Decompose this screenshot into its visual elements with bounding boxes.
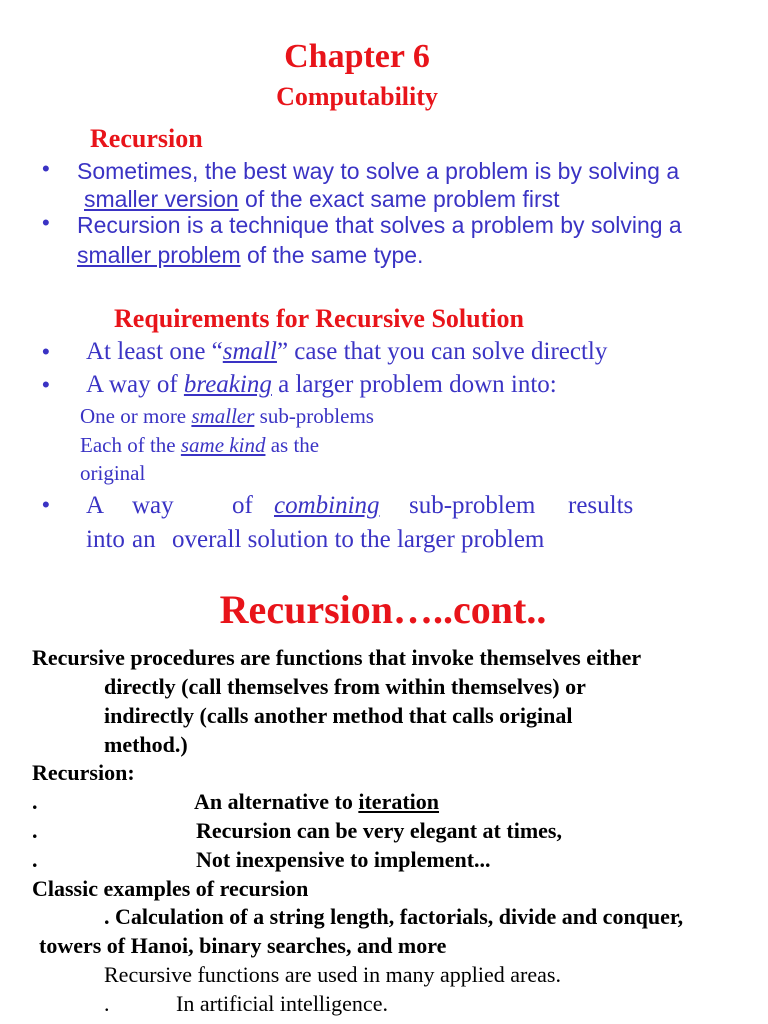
requirement-3-line2b: an	[132, 526, 156, 553]
req2-em: breaking	[183, 371, 272, 398]
req1-pre: At least one “	[86, 338, 223, 365]
requirement-3-word-1: A	[86, 492, 105, 519]
recursion-bullet-1-line2	[84, 186, 560, 213]
chapter-title: Chapter 6	[284, 38, 430, 75]
point-3: Not inexpensive to implement...	[196, 847, 491, 872]
req1-post: ” case that you can solve directly	[276, 338, 608, 365]
point-1-dot: .	[32, 789, 38, 814]
req2-pre: A way of	[86, 371, 184, 398]
ai-line: In artificial intelligence.	[176, 991, 388, 1016]
requirement-3-word-2: way	[132, 492, 174, 519]
sub-item-3: original	[80, 461, 146, 485]
bullet-icon: •	[42, 156, 50, 181]
requirement-3-em	[274, 492, 380, 520]
smaller-problem-text: smaller problem	[77, 242, 241, 268]
requirement-2	[86, 371, 557, 399]
sub2-pre: Each of the	[80, 433, 181, 457]
ai-dot: .	[104, 991, 110, 1016]
sub-item-1	[80, 404, 374, 429]
requirements-heading: Requirements for Recursive Solution	[114, 304, 524, 333]
classic-line-1: . Calculation of a string length, factorials, divide and conquer,	[104, 904, 684, 929]
chapter-subtitle: Computability	[276, 82, 438, 111]
para-line-3: indirectly (calls another method that calls original	[104, 703, 573, 728]
req1-em: small	[222, 338, 277, 365]
requirement-3-line2c: overall solution to the larger problem	[172, 526, 545, 553]
smaller-version-text: smaller version	[84, 186, 239, 212]
bullet-1-rest: of the exact same problem first	[238, 186, 560, 212]
point-2-dot: .	[32, 818, 38, 843]
para-line-1: Recursive procedures are functions that invoke themselves either	[32, 645, 642, 670]
bullet-2-rest: of the same type.	[240, 242, 424, 268]
point-1	[194, 789, 439, 815]
bullet-icon: •	[42, 372, 50, 397]
recursion-bullet-2-line2	[77, 242, 423, 269]
bullet-icon: •	[42, 492, 50, 517]
bullet-icon: •	[42, 210, 50, 235]
sub1-post: sub-problems	[254, 404, 374, 428]
req2-post: a larger problem down into:	[271, 371, 557, 398]
sub2-post: as the	[265, 433, 320, 457]
recursion-bullet-1-line1: Sometimes, the best way to solve a problem is by solving a	[77, 158, 680, 184]
requirement-1	[86, 338, 607, 366]
requirement-3-word-4: sub-problem	[409, 492, 536, 519]
sub-item-2	[80, 433, 319, 458]
combining-text: combining	[274, 492, 380, 519]
para-line-2: directly (call themselves from within themselves) or	[104, 674, 586, 699]
applied-areas: Recursive functions are used in many applied areas.	[104, 962, 561, 987]
classic-line-2: towers of Hanoi, binary searches, and more	[39, 933, 447, 958]
sub1-em: smaller	[191, 404, 255, 428]
classic-label: Classic examples of recursion	[32, 876, 309, 901]
point-3-dot: .	[32, 847, 38, 872]
recursion-label: Recursion:	[32, 760, 135, 785]
recursion-heading: Recursion	[90, 124, 203, 153]
sub1-pre: One or more	[80, 404, 192, 428]
cont-title: Recursion…..cont..	[219, 587, 547, 632]
recursion-bullet-2-line1: Recursion is a technique that solves a problem by solving a	[77, 212, 682, 238]
bullet-icon: •	[42, 339, 50, 364]
sub2-em: same kind	[180, 433, 266, 457]
para-line-4: method.)	[104, 732, 188, 757]
requirement-3-word-3: of	[232, 492, 253, 519]
requirement-3-line2a: into	[86, 526, 125, 553]
point1-pre: An alternative to	[194, 789, 359, 814]
requirement-3-word-5: results	[568, 492, 634, 519]
iteration-text: iteration	[358, 789, 440, 814]
point-2: Recursion can be very elegant at times,	[196, 818, 562, 843]
